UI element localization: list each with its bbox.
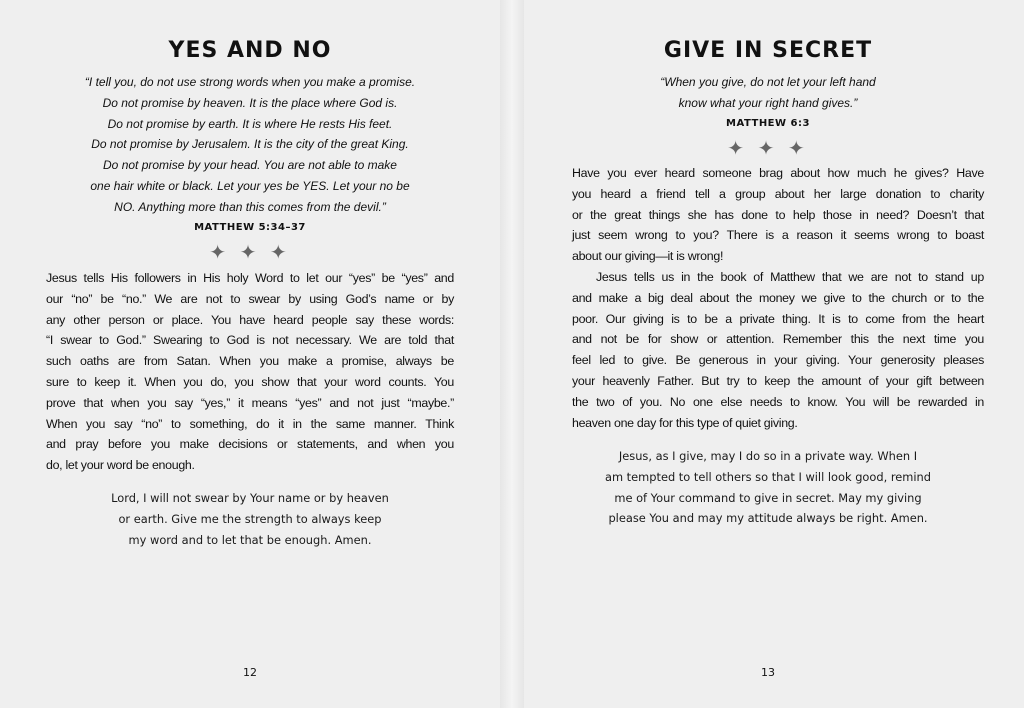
prayer-line: me of Your command to give in secret. May my giving: [614, 490, 922, 505]
body-line: such oaths are from Satan. When you make a promise, always be: [46, 354, 454, 369]
body-line: the two of you. No one else needs to know. You will be rewarded in: [572, 394, 984, 409]
star-divider: ✦ ✦ ✦: [209, 242, 291, 264]
quote-line: know what your right hand gives.”: [678, 95, 858, 110]
page-title: YES AND NO: [168, 38, 332, 63]
body-line: our “no” be “no.” We are not to swear by using God’s name or by: [46, 291, 454, 306]
page-number: 13: [761, 666, 775, 679]
prayer-line: am tempted to tell others so that I will look good, remind: [604, 469, 931, 484]
prayer-line: or earth. Give me the strength to always keep: [118, 511, 382, 526]
body-line: your heavenly Father. But try to keep the amount of your gift between: [572, 373, 984, 388]
prayer-line: my word and to let that be enough. Amen.: [128, 532, 372, 547]
quote-line: Do not promise by earth. It is where He rests His feet.: [107, 116, 393, 131]
quote-line: “I tell you, do not use strong words when you make a promise.: [84, 75, 416, 89]
body-line: about our giving—it is wrong!: [572, 249, 724, 264]
page-title: GIVE IN SECRET: [663, 38, 873, 63]
prayer: [512, 446, 1024, 529]
prayer: [0, 488, 500, 550]
body-line: and make a big deal about the money we give to the church or to the: [572, 290, 984, 305]
body-line: Have you ever heard someone brag about how much he gives? Have: [572, 166, 984, 180]
prayer-line: Lord, I will not swear by Your name or by heaven: [111, 491, 389, 505]
body-line: you heard a friend tell a group about her large donation to charity: [572, 186, 984, 201]
body-line: and pray before you make decisions or statements, and when you: [46, 437, 454, 452]
quote-line: Do not promise by Jerusalem. It is the city of the great King.: [91, 137, 409, 152]
quote-line: Do not promise by heaven. It is the place where God is.: [102, 95, 398, 110]
page-number: 12: [243, 666, 257, 679]
left-page: [0, 0, 500, 708]
body-line: prove that when you say “yes,” it means “yes” and not just “maybe.”: [46, 395, 454, 410]
body-line: feel led to give. Be generous in your giving. Your generosity pleases: [572, 353, 984, 368]
quote-line: NO. Anything more than this comes from the devil.”: [114, 199, 386, 214]
scripture-quote: [0, 72, 500, 218]
right-page: [512, 0, 1024, 708]
body-line: any other person or place. You have heard people say these words:: [46, 312, 454, 327]
quote-line: Do not promise by your head. You are not able to make: [103, 158, 397, 173]
body-line: sure to keep it. When you do, you show that your word counts. You: [46, 374, 454, 389]
body-text: [46, 268, 454, 476]
scripture-reference: MATTHEW 6:3: [726, 118, 810, 129]
scripture-quote: [512, 72, 1024, 114]
body-line: do, let your word be enough.: [46, 458, 195, 473]
scripture-reference: MATTHEW 5:34–37: [194, 222, 306, 233]
prayer-line: Jesus, as I give, may I do so in a private way. When I: [618, 449, 918, 463]
body-line: When you say “no” to something, do it in the same manner. Think: [46, 416, 454, 431]
quote-line: one hair white or black. Let your yes be YES. Let your no be: [90, 178, 410, 193]
body-line: or the great things she has done to help those in need? Doesn’t that: [572, 207, 984, 222]
quote-line: “When you give, do not let your left hand: [660, 75, 876, 89]
body-line: heaven one day for this type of quiet giving.: [572, 415, 798, 430]
star-divider: ✦ ✦ ✦: [727, 138, 809, 160]
prayer-line: please You and may my attitude always be right. Amen.: [608, 511, 928, 526]
body-text: [572, 163, 984, 433]
body-line: Jesus tells us in the book of Matthew that we are not to stand up: [596, 269, 984, 284]
body-line: and not be for show or attention. Remember this the next time you: [572, 332, 984, 347]
body-line: Jesus tells His followers in His holy Word to let our “yes” be “yes” and: [46, 271, 454, 285]
body-line: just seem wrong to you? There is a reason it seems wrong to boast: [572, 228, 984, 243]
body-line: “I swear to God.” Swearing to God is not necessary. We are told that: [46, 333, 454, 348]
body-line: poor. Our giving is to be a private thing. It is to come from the heart: [572, 311, 984, 326]
